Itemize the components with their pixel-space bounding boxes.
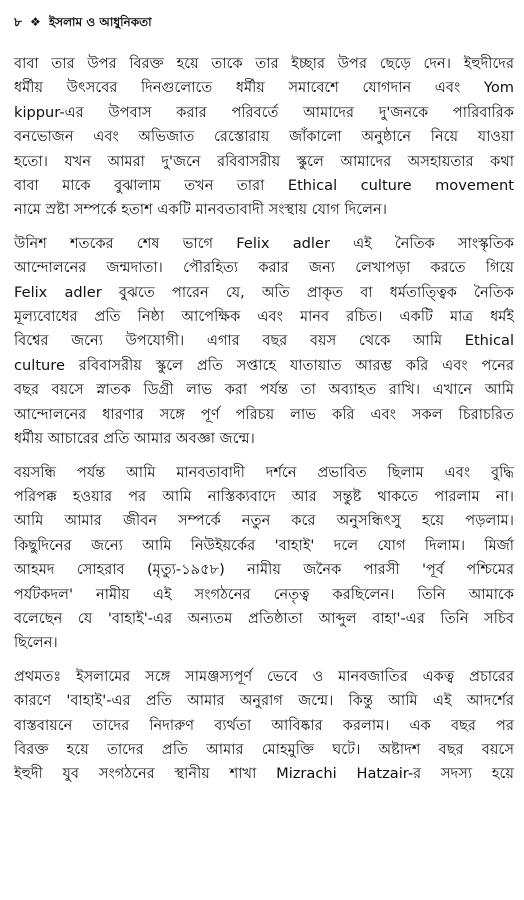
- text-line: বলেছেন যে 'বাহাই'-এর অন্যতম প্রতিষ্ঠাতা আব্দুল বাহা'-এর তিনি সচিব: [14, 609, 514, 627]
- text-line: ধর্মীয় আচারের প্রতি আমার অবজ্ঞা জন্মে।: [14, 430, 255, 448]
- paragraph-1: [14, 52, 514, 223]
- text-line: বাবা মাকে বুঝালাম তখন তারা Ethical culture movement: [14, 177, 514, 195]
- book-title: ইসলাম ও আধুনিকতা: [48, 15, 152, 29]
- text-line: বিশ্বের জন্যে উপযোগী। এগার বছর বয়স থেকে আমি Ethical: [14, 332, 514, 350]
- text-line: প্রথমতঃ ইসলামের সঙ্গে সামঞ্জস্যপূর্ণ ভেবে ও মানবজাতির একত্ব প্রচারের: [14, 667, 514, 685]
- text-line: বয়সন্ধি পর্যন্ত আমি মানবতাবাদী দর্শনে প্রভাবিত ছিলাম এবং বুদ্ধি: [14, 463, 514, 481]
- text-line: পর্যটকদল' নামীয় এই সংগঠনের নেতৃত্ব করছিলেন। তিনি আমাকে: [14, 585, 514, 603]
- text-line: ইহুদী যুব সংগঠনের স্থানীয় শাখা Mizrachi Hatzair-র সদস্য হয়ে: [14, 765, 514, 783]
- diamond-ornament-icon: ❖: [29, 15, 41, 29]
- paragraph-3: [14, 461, 514, 656]
- text-line: Felix adler বুঝতে পারেন যে, অতি প্রাকৃত বা ধর্মতাত্ত্বিক নৈতিক: [14, 283, 514, 301]
- text-line: বাস্তবায়নে তাদের নিদারুণ ব্যর্থতা আবিষ্কার করলাম। এক বছর পর: [14, 716, 514, 734]
- running-header: [14, 14, 514, 30]
- text-line: বছর বয়সে স্নাতক ডিগ্রী লাভ করা পর্যন্ত তা অব্যাহত রাখি। এখানে আমি: [14, 381, 514, 399]
- text-line: ধর্মীয় উৎসবের দিনগুলোতে ধর্মীয় সমাবেশে যোগদান এবং Yom: [14, 79, 514, 97]
- book-page: [14, 14, 514, 796]
- text-line: মূল্যবোধের প্রতি নিষ্ঠা আপেক্ষিক এবং মানব রচিত। একটি মাত্র ধর্মই: [14, 308, 514, 326]
- paragraph-4: [14, 665, 514, 787]
- text-line: উনিশ শতকের শেষ ভাগে Felix adler এই নৈতিক সাংস্কৃতিক: [14, 234, 514, 252]
- text-line: আমি আমার জীবন সম্পর্কে নতুন করে অনুসন্ধিৎসু হয়ে পড়লাম।: [14, 512, 514, 530]
- text-line: ছিলেন।: [14, 634, 58, 652]
- text-line: আহমদ সোহরাব (মৃত্যু-১৯৫৮) নামীয় জনৈক পারসী 'পূর্ব পশ্চিমের: [14, 561, 514, 579]
- text-line: আন্দোলনের জন্মদাতা। পৌরহিত্য করার জন্য লেখাপড়া করতে গিয়ে: [14, 259, 514, 277]
- text-line: বনভোজন এবং অভিজাত রেস্তোরায় জাঁকালো অনুষ্ঠানে নিয়ে যাওয়া: [14, 128, 514, 146]
- text-line: পরিপক্ক হওয়ার পর আমি নাস্তিক্যবাদে আর সন্তুষ্ট থাকতে পারলাম না।: [14, 487, 514, 505]
- paragraph-2: [14, 232, 514, 452]
- text-line: হতো। যখন আমরা দু'জনে রবিবাসরীয় স্কুলে আমাদের অসহায়তার কথা: [14, 152, 514, 170]
- text-line: আন্দোলনের ধারণার সঙ্গে পূর্ণ পরিচয় লাভ করি এবং সকল চিরাচরিত: [14, 405, 514, 423]
- page-number: ৮: [14, 15, 22, 29]
- text-line: বাবা তার উপর বিরক্ত হয়ে তাকে তার ইচ্ছার উপর ছেড়ে দেন। ইহুদীদের: [14, 55, 514, 72]
- text-line: culture রবিবাসরীয় স্কুলে প্রতি সপ্তাহে যাতায়াত আরম্ভ করি এবং পনের: [14, 356, 514, 374]
- text-line: বিরক্ত হয়ে তাদের প্রতি আমার মোহমুক্তি ঘটে। অষ্টাদশ বছর বয়সে: [14, 740, 514, 758]
- text-line: কারণে 'বাহাই'-এর প্রতি আমার অনুরাগ জন্মে। কিন্তু আমি এই আদর্শের: [14, 692, 514, 710]
- text-line: kippur-এর উপবাস করার পরিবর্তে আমাদের দু'জনকে পারিবারিক: [14, 103, 514, 121]
- text-line: নামে স্রষ্টা সম্পর্কে হতাশ একটি মানবতাবাদী সংস্থায় যোগ দিলেন।: [14, 201, 387, 219]
- text-line: কিছুদিনের জন্যে আমি নিউইয়র্কের 'বাহাই' দলে যোগ দিলাম। মির্জা: [14, 536, 514, 554]
